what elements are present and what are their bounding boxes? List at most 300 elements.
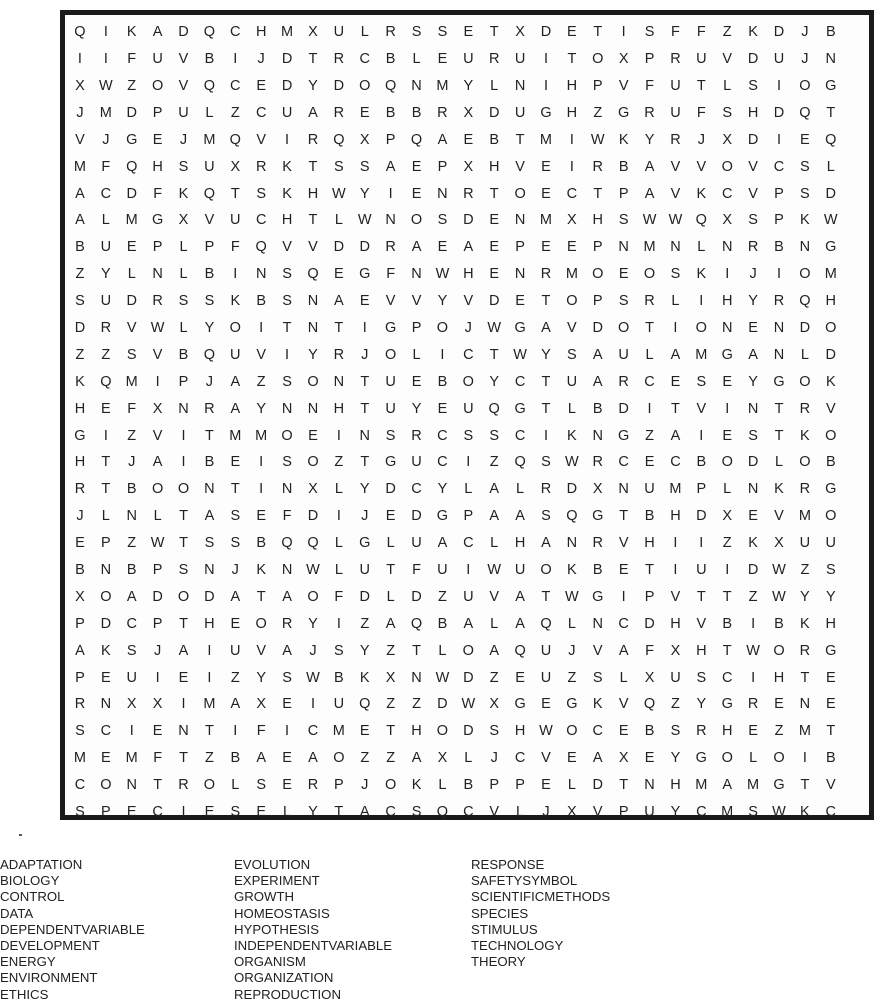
grid-letter: Q <box>799 104 811 121</box>
grid-letter: V <box>489 588 500 605</box>
grid-letter: V <box>825 400 836 417</box>
grid-letter: Q <box>333 131 345 148</box>
grid-letter: K <box>282 158 292 175</box>
grid-letter: U <box>333 24 345 41</box>
grid-letter: X <box>618 750 629 767</box>
grid-letter: R <box>307 777 319 794</box>
grid-letter: I <box>77 51 82 68</box>
word-search-puzzle <box>60 10 874 820</box>
grid-letter: G <box>773 373 785 390</box>
grid-letter: D <box>747 131 759 148</box>
grid-letter: A <box>282 588 292 605</box>
grid-letter: W <box>461 696 476 713</box>
grid-letter: B <box>644 508 655 525</box>
grid-letter: E <box>126 804 137 821</box>
grid-letter: I <box>259 454 264 471</box>
grid-letter: G <box>592 508 604 525</box>
grid-letter: T <box>179 508 188 525</box>
grid-letter: M <box>695 777 708 794</box>
grid-letter: A <box>230 373 241 390</box>
grid-letter: R <box>592 535 603 552</box>
grid-letter: R <box>74 481 86 498</box>
grid-letter: A <box>515 615 525 632</box>
grid-letter: S <box>437 212 448 229</box>
grid-letter: T <box>308 51 318 68</box>
grid-letter: R <box>488 51 500 68</box>
grid-letter: D <box>385 481 396 498</box>
grid-letter: K <box>696 266 707 283</box>
grid-letter: Z <box>489 669 499 686</box>
grid-letter: S <box>592 669 603 686</box>
grid-letter: B <box>825 750 836 767</box>
grid-letter: C <box>644 373 655 390</box>
word-item: ENVIRONMENT <box>0 970 98 986</box>
grid-letter: I <box>181 696 186 713</box>
grid-letter: G <box>384 454 397 471</box>
grid-letter: V <box>126 319 137 336</box>
grid-letter: N <box>178 400 189 417</box>
grid-letter: B <box>592 400 603 417</box>
grid-row <box>67 342 871 369</box>
grid-letter: S <box>618 212 629 229</box>
grid-letter: N <box>411 669 422 686</box>
grid-letter: I <box>699 427 704 444</box>
grid-letter: S <box>748 77 758 94</box>
grid-letter: C <box>411 481 422 498</box>
grid-letter: B <box>204 454 215 471</box>
grid-letter: X <box>463 158 474 175</box>
grid-letter: L <box>619 669 628 686</box>
grid-letter: U <box>514 51 526 68</box>
grid-letter: R <box>74 696 86 713</box>
grid-letter: U <box>514 562 526 578</box>
grid-letter: R <box>592 158 603 175</box>
grid-letter: T <box>696 77 706 94</box>
grid-letter: I <box>776 266 781 283</box>
grid-letter: X <box>385 669 396 686</box>
grid-letter: I <box>699 535 704 552</box>
grid-letter: T <box>541 588 551 605</box>
grid-letter: D <box>100 615 112 632</box>
grid-letter: V <box>592 804 603 821</box>
grid-letter: W <box>539 723 553 740</box>
grid-letter: I <box>103 427 108 444</box>
grid-row <box>67 611 871 638</box>
grid-letter: B <box>204 266 215 283</box>
grid-letter: T <box>386 562 396 578</box>
grid-letter: B <box>592 562 603 578</box>
grid-letter: V <box>670 185 681 202</box>
grid-letter: M <box>125 212 138 229</box>
grid-letter: A <box>515 508 525 525</box>
grid-letter: X <box>644 669 655 686</box>
grid-letter: I <box>543 427 548 444</box>
grid-row <box>67 153 871 180</box>
grid-letter: G <box>721 696 733 713</box>
grid-letter: E <box>825 669 836 686</box>
grid-letter: I <box>673 319 678 336</box>
grid-letter: V <box>411 293 422 310</box>
grid-letter: T <box>360 373 370 390</box>
word-column-3 <box>471 857 610 970</box>
grid-letter: X <box>308 481 318 498</box>
grid-row <box>67 691 871 718</box>
grid-letter: G <box>618 427 630 444</box>
grid-letter: V <box>178 51 189 68</box>
grid-letter: A <box>644 185 655 202</box>
grid-letter: M <box>798 508 811 525</box>
grid-letter: A <box>230 588 241 605</box>
grid-letter: S <box>230 804 241 821</box>
grid-letter: V <box>696 400 707 417</box>
grid-letter: H <box>463 266 474 283</box>
grid-letter: Z <box>748 588 758 605</box>
grid-letter: K <box>256 562 267 578</box>
grid-letter: L <box>205 104 214 121</box>
grid-letter: M <box>695 346 708 363</box>
grid-letter: P <box>774 185 784 202</box>
grid-letter: B <box>825 24 836 41</box>
grid-letter: A <box>178 642 189 659</box>
grid-letter: I <box>233 266 238 283</box>
grid-letter: U <box>100 293 112 310</box>
grid-row <box>67 584 871 611</box>
grid-letter: A <box>411 750 422 767</box>
grid-row <box>67 664 871 691</box>
grid-letter: G <box>695 750 707 767</box>
grid-row <box>67 261 871 288</box>
grid-letter: I <box>725 562 730 578</box>
word-item: ENERGY <box>0 954 56 970</box>
grid-letter: U <box>126 669 137 686</box>
grid-letter: P <box>489 777 500 794</box>
grid-letter: L <box>490 77 499 94</box>
grid-letter: H <box>488 158 500 175</box>
grid-letter: A <box>75 642 85 659</box>
grid-letter: N <box>747 481 759 498</box>
grid-letter: V <box>256 346 267 363</box>
grid-letter: Y <box>359 185 370 202</box>
grid-letter: V <box>385 293 396 310</box>
grid-letter: U <box>463 51 474 68</box>
grid-letter: Y <box>541 346 551 363</box>
grid-letter: V <box>515 158 525 175</box>
grid-letter: Z <box>489 454 499 471</box>
grid-letter: A <box>75 185 85 202</box>
grid-letter: L <box>334 562 343 578</box>
grid-letter: Q <box>126 158 138 175</box>
grid-letter: L <box>127 266 136 283</box>
grid-letter: G <box>825 481 837 498</box>
grid-letter: G <box>825 642 837 659</box>
grid-letter: O <box>799 373 811 390</box>
grid-letter: V <box>696 158 707 175</box>
grid-letter: P <box>592 239 603 256</box>
grid-letter: N <box>799 696 811 713</box>
grid-letter: T <box>619 777 629 794</box>
grid-letter: R <box>411 427 422 444</box>
grid-letter: T <box>204 427 214 444</box>
grid-letter: Z <box>386 696 396 713</box>
grid-letter: E <box>359 293 370 310</box>
grid-letter: X <box>75 588 85 605</box>
grid-letter: S <box>385 427 396 444</box>
grid-letter: U <box>463 400 474 417</box>
grid-letter: P <box>437 158 448 175</box>
word-item: EVOLUTION <box>234 857 311 872</box>
grid-letter: E <box>489 239 500 256</box>
grid-letter: S <box>75 723 85 740</box>
grid-letter: O <box>721 750 733 767</box>
grid-letter: S <box>748 212 758 229</box>
grid-letter: C <box>255 104 267 121</box>
grid-letter: E <box>567 239 577 256</box>
grid-letter: Z <box>256 373 266 390</box>
grid-letter: G <box>359 535 371 552</box>
grid-letter: N <box>592 427 603 444</box>
grid-letter: F <box>386 266 396 283</box>
word-item: ORGANIZATION <box>234 970 334 986</box>
grid-letter: J <box>231 562 239 578</box>
grid-letter: J <box>76 104 84 121</box>
grid-letter: Z <box>800 562 810 578</box>
grid-letter: O <box>307 588 319 605</box>
grid-letter: B <box>256 535 267 552</box>
grid-letter: O <box>359 77 371 94</box>
grid-letter: T <box>101 481 111 498</box>
grid-letter: N <box>773 319 785 336</box>
grid-letter: K <box>101 642 111 659</box>
grid-letter: I <box>725 266 730 283</box>
grid-letter: G <box>151 212 164 229</box>
grid-letter: T <box>567 51 577 68</box>
grid-letter: F <box>256 723 266 740</box>
grid-letter: Z <box>75 346 85 363</box>
grid-letter: Q <box>203 185 216 202</box>
grid-letter: K <box>774 481 784 498</box>
grid-letter: F <box>127 51 137 68</box>
grid-letter: R <box>670 131 681 148</box>
grid-letter: N <box>721 239 733 256</box>
grid-letter: V <box>204 212 215 229</box>
grid-letter: R <box>799 642 811 659</box>
grid-letter: E <box>463 24 474 41</box>
grid-letter: N <box>670 239 681 256</box>
grid-letter: E <box>359 104 370 121</box>
grid-letter: M <box>643 239 656 256</box>
grid-letter: Q <box>203 24 216 41</box>
grid-letter: R <box>333 104 345 121</box>
grid-row <box>67 395 871 422</box>
grid-letter: T <box>256 588 266 605</box>
grid-letter: Y <box>489 373 500 390</box>
grid-row <box>67 476 871 503</box>
grid-letter: U <box>670 669 681 686</box>
grid-letter: A <box>618 642 629 659</box>
grid-letter: M <box>73 158 86 175</box>
grid-letter: I <box>466 454 471 471</box>
grid-letter: I <box>673 562 678 578</box>
grid-letter: E <box>825 696 836 713</box>
grid-letter: T <box>308 212 318 229</box>
grid-letter: U <box>644 804 655 821</box>
grid-letter: H <box>721 723 733 740</box>
grid-letter: E <box>722 427 733 444</box>
grid-letter: E <box>230 454 241 471</box>
grid-letter: A <box>463 239 474 256</box>
grid-letter: I <box>673 535 678 552</box>
grid-letter: I <box>259 481 264 498</box>
grid-letter: T <box>489 185 499 202</box>
grid-letter: R <box>437 104 448 121</box>
grid-letter: K <box>800 804 810 821</box>
grid-letter: N <box>100 696 112 713</box>
grid-letter: D <box>126 185 137 202</box>
grid-letter: J <box>542 804 550 821</box>
grid-letter: D <box>307 508 319 525</box>
grid-letter: S <box>204 535 215 552</box>
grid-letter: E <box>541 158 551 175</box>
grid-letter: T <box>282 319 292 336</box>
word-item: SAFETYSYMBOL <box>471 873 578 889</box>
grid-letter: T <box>386 723 396 740</box>
grid-letter: N <box>411 77 422 94</box>
grid-letter: B <box>825 454 836 471</box>
grid-letter: S <box>126 346 137 363</box>
grid-letter: N <box>592 615 603 632</box>
grid-letter: A <box>541 319 551 336</box>
grid-letter: U <box>644 481 655 498</box>
grid-letter: D <box>411 508 422 525</box>
grid-letter: Z <box>722 535 732 552</box>
grid-row <box>67 315 871 342</box>
grid-row <box>67 422 871 449</box>
grid-letter: Z <box>593 104 603 121</box>
grid-letter: E <box>282 777 292 794</box>
grid-letter: A <box>541 535 551 552</box>
grid-letter: K <box>567 562 577 578</box>
grid-letter: E <box>282 696 292 713</box>
grid-letter: J <box>464 319 472 336</box>
grid-letter: U <box>540 642 552 659</box>
grid-letter: T <box>541 373 551 390</box>
grid-letter: H <box>152 158 163 175</box>
grid-letter: Z <box>774 723 784 740</box>
grid-letter: T <box>101 454 111 471</box>
grid-letter: N <box>204 562 215 578</box>
grid-letter: N <box>773 346 785 363</box>
grid-letter: V <box>696 615 707 632</box>
grid-letter: T <box>671 400 680 417</box>
grid-letter: K <box>282 185 292 202</box>
grid-letter: A <box>463 615 474 632</box>
grid-letter: F <box>334 588 344 605</box>
grid-letter: Z <box>230 104 240 121</box>
grid-letter: Q <box>566 508 578 525</box>
grid-letter: E <box>126 239 137 256</box>
grid-letter: Y <box>670 750 681 767</box>
grid-letter: D <box>488 293 500 310</box>
grid-letter: Q <box>488 400 500 417</box>
grid-letter: W <box>306 562 320 578</box>
grid-letter: T <box>619 508 629 525</box>
grid-letter: L <box>464 750 473 767</box>
grid-letter: E <box>748 508 758 525</box>
grid-letter: R <box>618 373 629 390</box>
grid-letter: R <box>307 131 319 148</box>
grid-letter: N <box>100 562 112 578</box>
grid-letter: E <box>256 508 267 525</box>
grid-row <box>67 772 871 799</box>
grid-letter: Q <box>643 696 656 713</box>
grid-letter: M <box>125 373 138 390</box>
grid-letter: I <box>285 131 290 148</box>
grid-letter: N <box>411 266 422 283</box>
grid-letter: R <box>204 400 215 417</box>
grid-letter: C <box>230 77 241 94</box>
grid-letter: U <box>696 51 707 68</box>
grid-letter: L <box>334 535 343 552</box>
grid-letter: H <box>307 185 319 202</box>
grid-letter: U <box>152 51 163 68</box>
grid-letter: B <box>618 158 629 175</box>
grid-letter: B <box>722 615 733 632</box>
grid-letter: B <box>75 562 85 578</box>
grid-letter: T <box>800 777 810 794</box>
grid-letter: U <box>385 400 396 417</box>
grid-letter: H <box>825 615 837 632</box>
word-item: BIOLOGY <box>0 873 60 889</box>
grid-letter: R <box>644 104 655 121</box>
grid-letter: L <box>179 266 188 283</box>
grid-letter: J <box>568 642 576 659</box>
grid-letter: D <box>204 588 215 605</box>
grid-letter: H <box>644 535 655 552</box>
grid-letter: R <box>540 266 552 283</box>
grid-letter: E <box>359 723 370 740</box>
word-item: CONTROL <box>0 889 65 905</box>
grid-letter: A <box>437 535 448 552</box>
grid-letter: D <box>463 212 474 229</box>
grid-letter: W <box>332 185 346 202</box>
grid-letter: S <box>541 454 551 471</box>
grid-letter: I <box>751 669 756 686</box>
grid-letter: X <box>618 51 629 68</box>
grid-letter: N <box>721 319 733 336</box>
grid-letter: B <box>385 51 396 68</box>
grid-letter: I <box>259 319 264 336</box>
grid-letter: S <box>334 642 344 659</box>
grid-letter: M <box>798 723 811 740</box>
grid-letter: Q <box>514 454 526 471</box>
grid-letter: T <box>800 669 810 686</box>
grid-letter: I <box>155 373 160 390</box>
grid-letter: O <box>333 750 345 767</box>
grid-letter: D <box>437 696 448 713</box>
grid-letter: T <box>722 642 732 659</box>
grid-letter: M <box>539 212 553 229</box>
grid-letter: I <box>440 346 445 363</box>
grid-letter: Y <box>308 77 318 94</box>
grid-letter: T <box>541 293 551 310</box>
grid-letter: D <box>618 400 629 417</box>
grid-letter: L <box>438 642 447 659</box>
grid-letter: P <box>644 588 655 605</box>
grid-letter: S <box>825 562 836 578</box>
grid-letter: T <box>334 319 344 336</box>
grid-letter: U <box>618 346 629 363</box>
grid-letter: N <box>385 212 396 229</box>
